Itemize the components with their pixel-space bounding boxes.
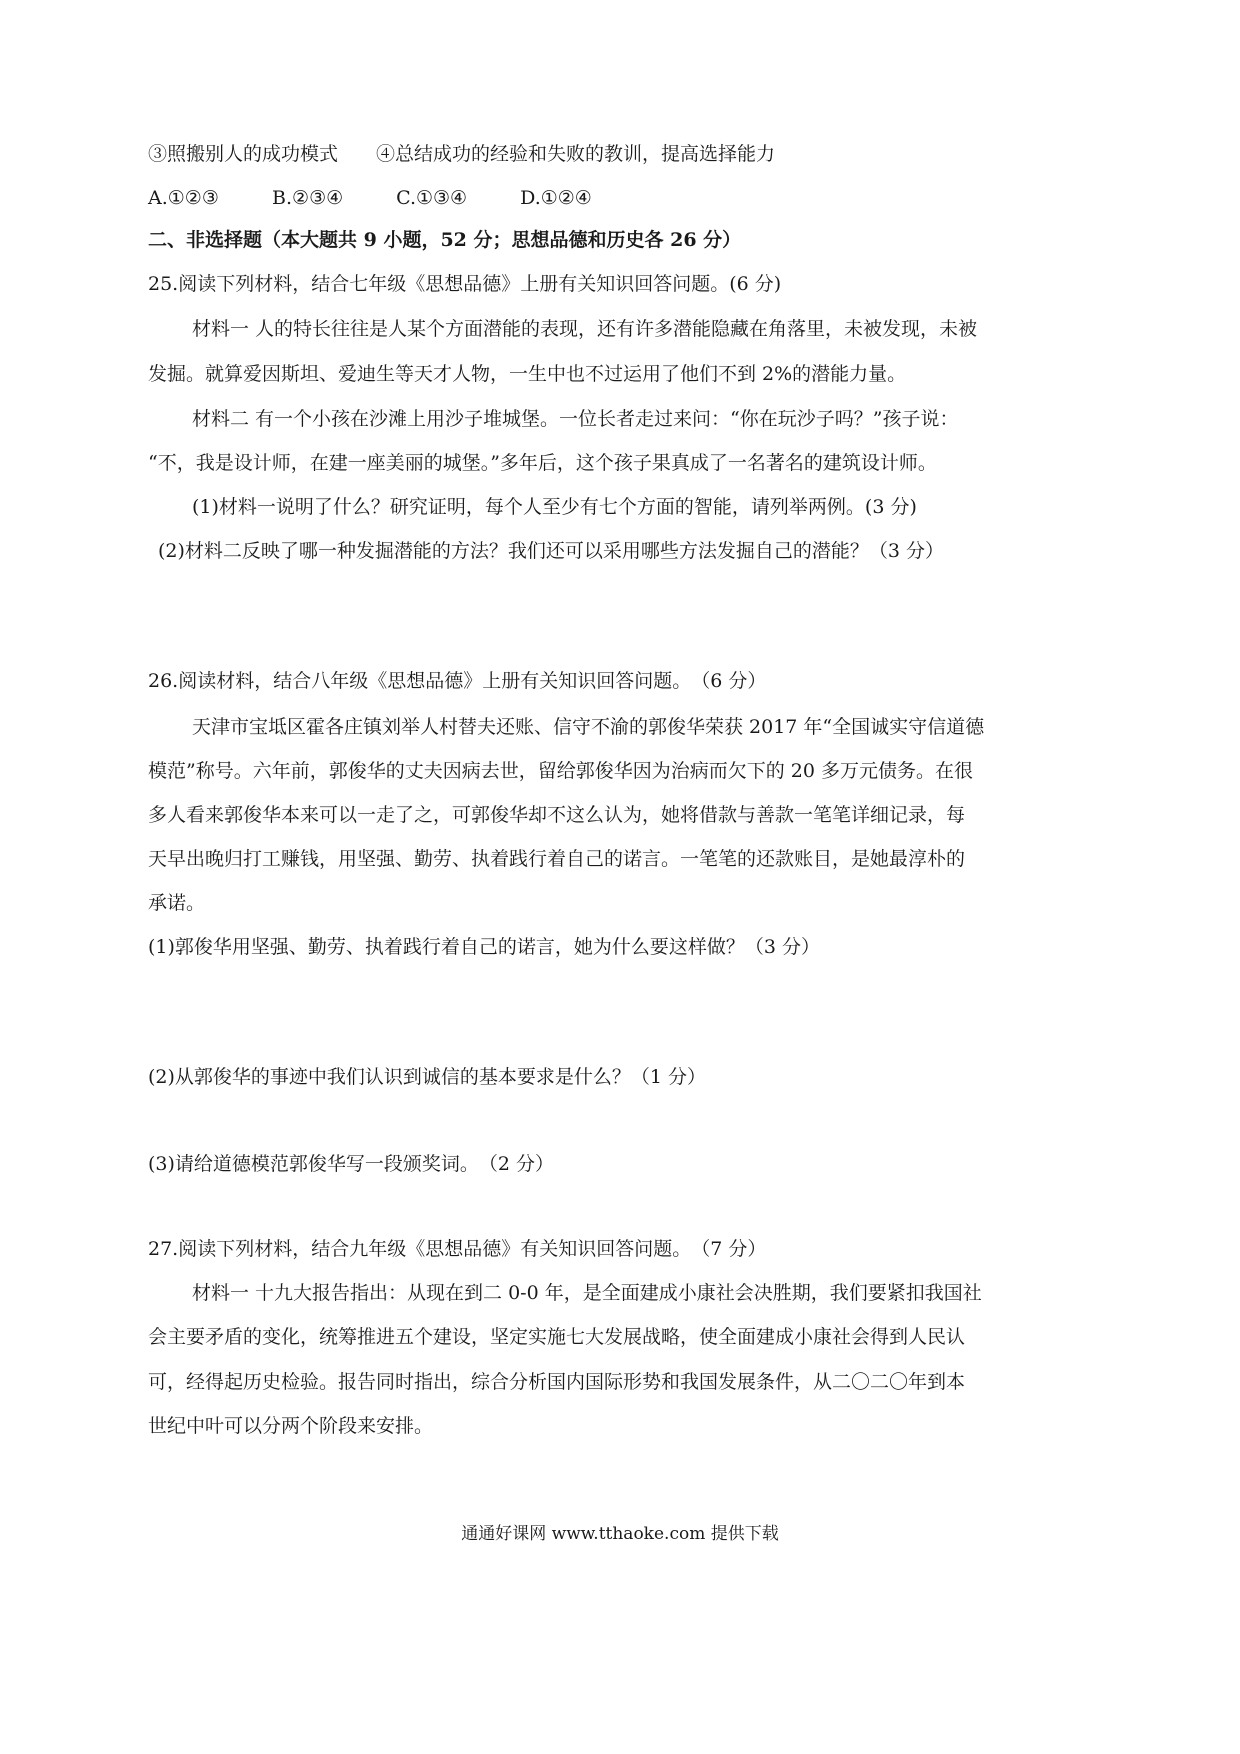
q26-sub2: (2)从郭俊华的事迹中我们认识到诚信的基本要求是什么？（1 分） bbox=[148, 1066, 707, 1088]
choice-a: A.①②③ bbox=[148, 187, 219, 209]
q26-para-line2: 模范”称号。六年前，郭俊华的丈夫因病去世，留给郭俊华因为治病而欠下的 20 多万元债务。在很 bbox=[148, 760, 973, 782]
q27-material1-line4: 世纪中叶可以分两个阶段来安排。 bbox=[148, 1415, 434, 1437]
q25-sub2: (2)材料二反映了哪一种发掘潜能的方法？我们还可以采用哪些方法发掘自己的潜能？（3 分） bbox=[158, 540, 945, 562]
q25-sub1: (1)材料一说明了什么？研究证明，每个人至少有七个方面的智能，请列举两例。(3 分) bbox=[192, 496, 917, 518]
q25-material2-line2: “不，我是设计师，在建一座美丽的城堡。”多年后，这个孩子果真成了一名著名的建筑设计师。 bbox=[148, 452, 937, 474]
q24-answer-choices bbox=[148, 187, 592, 210]
q26-para-line1: 天津市宝坻区霍各庄镇刘举人村替夫还账、信守不渝的郭俊华荣获 2017 年“全国诚实守信道德 bbox=[192, 716, 985, 738]
choice-b: B.②③④ bbox=[272, 187, 344, 209]
q26-para-line5: 承诺。 bbox=[148, 892, 206, 914]
q26-sub3: (3)请给道德模范郭俊华写一段颁奖词。 （2 分） bbox=[148, 1153, 555, 1175]
q25-material2-line1: 材料二 有一个小孩在沙滩上用沙子堆城堡。一位长者走过来问：“你在玩沙子吗？”孩子说： bbox=[192, 408, 959, 430]
q25-material1-line2: 发掘。就算爱因斯坦、爱迪生等天才人物，一生中也不过运用了他们不到 2%的潜能力量。 bbox=[148, 363, 907, 385]
q25-stem: 25.阅读下列材料，结合七年级《思想品德》上册有关知识回答问题。(6 分) bbox=[148, 273, 782, 295]
q27-material1-line1: 材料一 十九大报告指出：从现在到二 0-0 年，是全面建成小康社会决胜期，我们要紧扣我国社 bbox=[192, 1282, 982, 1304]
q27-stem: 27.阅读下列材料，结合九年级《思想品德》有关知识回答问题。 （7 分） bbox=[148, 1238, 767, 1260]
q25-material1-line1: 材料一 人的特长往往是人某个方面潜能的表现，还有许多潜能隐藏在角落里，未被发现，未被 bbox=[192, 318, 978, 340]
q26-stem: 26.阅读材料，结合八年级《思想品德》上册有关知识回答问题。 （6 分） bbox=[148, 670, 767, 692]
q27-material1-line2: 会主要矛盾的变化，统筹推进五个建设，坚定实施七大发展战略，使全面建成小康社会得到人民认 bbox=[148, 1326, 966, 1348]
choice-c: C.①③④ bbox=[396, 187, 468, 209]
page-footer: 通通好课网 www.tthaoke.com 提供下载 bbox=[461, 1524, 779, 1544]
q27-material1-line3: 可，经得起历史检验。报告同时指出，综合分析国内国际形势和我国发展条件，从二〇二〇年到本 bbox=[148, 1371, 966, 1393]
q26-sub1: (1)郭俊华用坚强、勤劳、执着践行着自己的诺言，她为什么要这样做？（3 分） bbox=[148, 936, 821, 958]
q26-para-line3: 多人看来郭俊华本来可以一走了之，可郭俊华却不这么认为，她将借款与善款一笔笔详细记录，每 bbox=[148, 804, 966, 826]
choice-d: D.①②④ bbox=[520, 187, 592, 209]
q24-options-3-4: ③照搬别人的成功模式 ④总结成功的经验和失败的教训，提高选择能力 bbox=[148, 143, 776, 165]
section2-heading: 二、非选择题（本大题共 9 小题，52 分；思想品德和历史各 26 分） bbox=[148, 229, 742, 251]
q26-para-line4: 天早出晚归打工赚钱，用坚强、勤劳、执着践行着自己的诺言。一笔笔的还款账目，是她最淳朴的 bbox=[148, 848, 966, 870]
